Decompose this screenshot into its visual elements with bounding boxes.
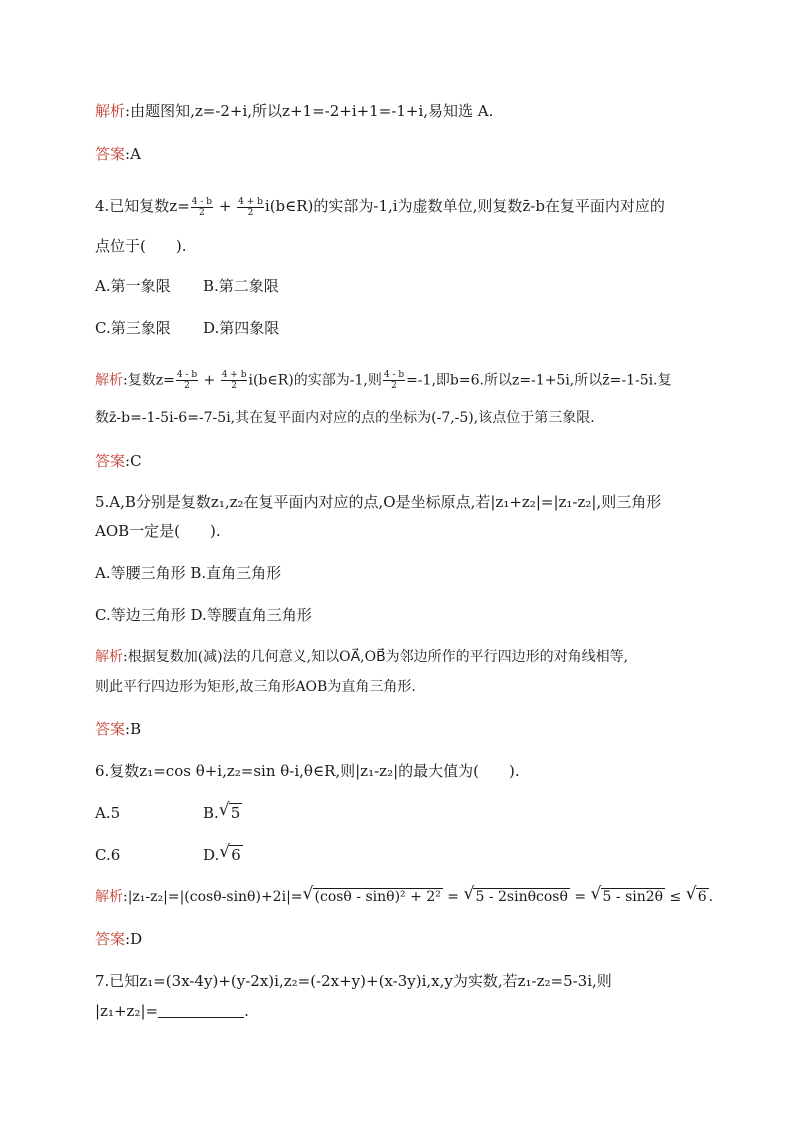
q6-options-row1 (95, 800, 242, 823)
radical-sign: √ (302, 884, 314, 904)
fraction (221, 370, 248, 391)
option-prefix: D. (203, 846, 220, 864)
fraction (383, 370, 405, 391)
q4-stem-part2: i(b∈R)的实部为-1,i为虚数单位,则复数z̄-b在复平面内对应的 (264, 197, 665, 215)
q4-analysis-line2: 数z̄-b=-1-5i-6=-7-5i,其在复平面内对应的点的坐标为(-7,-5),该点位于第三象限. (95, 410, 595, 426)
frac-numerator: 4 - b (383, 370, 405, 380)
q5-analysis-line1 (95, 647, 628, 667)
radical-sign: √ (219, 842, 231, 862)
fraction (237, 197, 264, 218)
sqrt (219, 842, 243, 865)
equals-sign: = (569, 889, 591, 905)
le-sign: ≤ (665, 889, 686, 905)
q7-stem-line2 (95, 1001, 249, 1021)
fraction (176, 370, 198, 391)
option-c: C.6 (95, 846, 121, 864)
analysis-text: :根据复数加(减)法的几何意义,知以OA⃗,OB⃗为邻边所作的平行四边形的对角线相等, (123, 649, 629, 665)
equals-sign: = (442, 889, 464, 905)
answer-value: :C (125, 452, 142, 470)
radical-sign: √ (463, 884, 475, 904)
radicand: 6 (231, 846, 241, 864)
q5-options-row2 (95, 605, 312, 625)
q4-stem-part1: 4.已知复数z= (95, 197, 190, 215)
answer-value: :D (125, 930, 143, 948)
sqrt (685, 884, 709, 907)
analysis-part: =-1,即b=6.所以z=-1+5i,所以z̄=-1-5i.复 (406, 372, 672, 389)
option-b: B.第二象限 (203, 277, 279, 295)
frac-denominator: 2 (231, 381, 237, 391)
option-c: C.第三象限 (95, 319, 171, 337)
q3-analysis (95, 101, 493, 121)
frac-numerator: 4 - b (191, 196, 213, 207)
frac-numerator: 4 + b (238, 196, 263, 207)
sqrt (590, 884, 666, 907)
analysis-label: 解析 (95, 649, 123, 665)
option-d (203, 842, 243, 864)
q6-analysis (95, 884, 714, 907)
option-b: B.直角三角形 (190, 564, 282, 582)
q3-answer (95, 144, 141, 164)
q5-analysis-line2: 则此平行四边形为矩形,故三角形AOB为直角三角形. (95, 679, 416, 695)
frac-numerator: 4 + b (221, 370, 247, 380)
q4-analysis-line1 (95, 370, 672, 391)
q6-options-row2 (95, 842, 243, 865)
frac-denominator: 2 (247, 207, 254, 218)
q5-options-row1 (95, 563, 281, 583)
analysis-label: 解析 (95, 102, 126, 120)
q6-stem: 6.复数z₁=cos θ+i,z₂=sin θ-i,θ∈R,则|z₁-z₂|的最大值为( ). (95, 762, 520, 780)
radicand: 5 - sin2θ (602, 889, 664, 905)
option-a: A.第一象限 (95, 277, 171, 295)
plus-sign: + (199, 372, 220, 389)
analysis-part: i(b∈R)的实部为-1,则 (248, 372, 382, 389)
frac-denominator: 2 (391, 381, 397, 391)
q4-options-row1 (95, 276, 279, 296)
analysis-label: 解析 (95, 372, 123, 389)
radicand: 5 (230, 804, 241, 822)
q4-stem-line2: 点位于( ). (95, 237, 187, 255)
answer-value: :B (125, 720, 142, 738)
sqrt (463, 884, 569, 907)
option-prefix: B. (203, 804, 219, 822)
radical-sign: √ (218, 800, 230, 820)
q4-options-row2 (95, 318, 279, 338)
analysis-label: 解析 (95, 889, 123, 905)
fraction (191, 197, 213, 218)
option-c: C.等边三角形 (95, 606, 186, 624)
option-d: D.第四象限 (203, 319, 280, 337)
answer-label: 答案 (95, 145, 126, 163)
q7-stem-line1: 7.已知z₁=(3x-4y)+(y-2x)i,z₂=(-2x+y)+(x-3y)i,x,y为实数,若z₁-z₂=5-3i,则 (95, 972, 612, 990)
option-a: A.5 (95, 804, 121, 822)
answer-value: :A (125, 145, 141, 163)
q5-answer (95, 719, 141, 739)
radical-sign: √ (685, 884, 697, 904)
radicand: 6 (697, 889, 707, 905)
radical-sign: √ (590, 884, 602, 904)
answer-label: 答案 (95, 452, 126, 470)
sqrt (218, 800, 243, 823)
answer-label: 答案 (95, 930, 126, 948)
frac-numerator: 4 - b (176, 370, 198, 380)
radicand: (cosθ - sinθ)² + 2² (314, 889, 441, 905)
option-b (203, 800, 242, 822)
frac-denominator: 2 (184, 381, 190, 391)
option-d: D.等腰直角三角形 (190, 606, 312, 624)
plus-sign: + (214, 197, 237, 215)
option-a: A.等腰三角形 (95, 564, 186, 582)
q5-stem-line2: AOB一定是( ). (95, 522, 221, 540)
q6-answer (95, 929, 142, 949)
period: . (244, 1002, 249, 1020)
analysis-part: :复数z= (123, 372, 175, 389)
q7-prefix: |z₁+z₂|= (95, 1002, 159, 1020)
answer-label: 答案 (95, 720, 126, 738)
analysis-text: :由题图知,z=-2+i,所以z+1=-2+i+1=-1+i,易知选 A. (125, 102, 494, 120)
q4-answer (95, 451, 142, 471)
analysis-part: :|z₁-z₂|=|(cosθ-sinθ)+2i|= (123, 889, 303, 905)
frac-denominator: 2 (199, 207, 205, 218)
radicand: 5 - 2sinθcosθ (475, 889, 568, 905)
sqrt (302, 884, 443, 907)
answer-blank[interactable] (158, 1003, 244, 1018)
q5-stem-line1: 5.A,B分别是复数z₁,z₂在复平面内对应的点,O是坐标原点,若|z₁+z₂|=|z₁-z₂|,则三角形 (95, 493, 662, 511)
q4-stem (95, 196, 665, 218)
period: . (708, 889, 714, 905)
